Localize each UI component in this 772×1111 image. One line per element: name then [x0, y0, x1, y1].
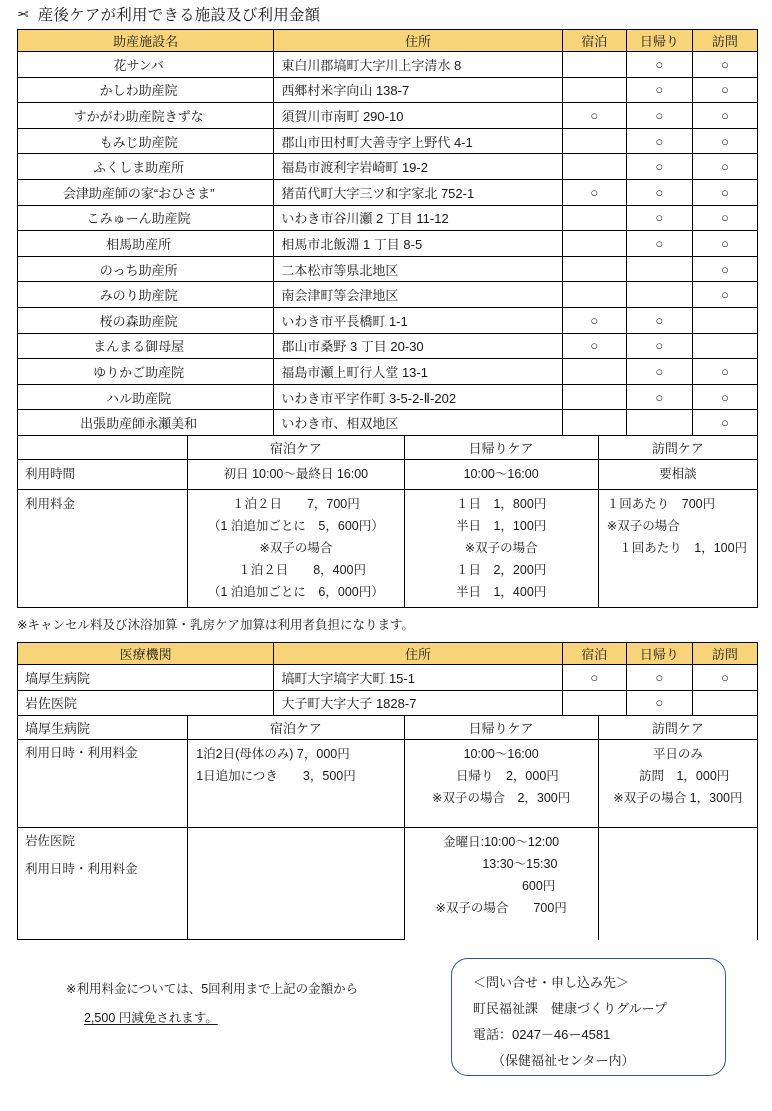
facility-name: ハル助産院	[18, 384, 274, 410]
facility-visit-mark	[692, 77, 757, 103]
table-row	[18, 205, 758, 231]
table-row	[18, 231, 758, 257]
circle-mark-icon: ○	[655, 695, 664, 711]
facility-address: 西郷村米字向山 138-7	[274, 77, 562, 103]
circle-mark-icon: ○	[721, 107, 729, 123]
medical-care-type-day: 日帰りケア	[404, 716, 598, 740]
fee-line-stay: １泊２日 7，700円	[231, 496, 360, 511]
circle-mark-icon: ○	[721, 287, 729, 303]
circle-mark-icon: ○	[721, 235, 729, 251]
circle-mark-icon: ○	[721, 133, 729, 149]
facility-day-mark	[626, 231, 692, 257]
table-row	[18, 333, 758, 359]
care-type-day: 日帰りケア	[404, 435, 598, 459]
facility-address: 猪苗代町大字三ツ和字家北 752-1	[274, 179, 562, 205]
facility-visit-mark	[692, 359, 757, 385]
facility-visit-mark	[692, 282, 757, 308]
contact-department: 町民福祉課 健康づくりグループ	[473, 1001, 667, 1017]
facility-address: 須賀川市南町 290-10	[274, 103, 562, 129]
hanawa-fee-line-day: ※双子の場合 2，300円	[431, 791, 571, 806]
iwasa-clinic-name: 岩佐医院	[18, 828, 188, 860]
iwasa-visit-cell	[598, 828, 757, 940]
hanawa-day-cell	[404, 740, 598, 828]
circle-mark-icon: ○	[655, 184, 664, 200]
table-row	[18, 52, 758, 78]
facility-day-mark	[626, 307, 692, 333]
care-fee-corner-cell	[18, 435, 188, 459]
hanawa-fee-line-visit: 平日のみ	[652, 747, 703, 762]
medical-fee-table	[17, 715, 758, 940]
cancel-fee-note: ※キャンセル料及び沐浴加算・乳房ケア加算は利用者負担になります。	[17, 617, 414, 632]
circle-mark-icon: ○	[590, 338, 599, 354]
circle-mark-icon: ○	[655, 669, 664, 685]
medical-institution-table	[17, 642, 758, 716]
circle-mark-icon: ○	[590, 107, 599, 123]
col-header-dayvisit: 日帰り	[626, 30, 692, 52]
facility-stay-mark	[562, 359, 626, 385]
circle-mark-icon: ○	[721, 415, 729, 431]
medical-stay-mark	[562, 664, 626, 690]
facility-name: 会津助産師の家“おひさま”	[18, 179, 274, 205]
table-row	[18, 359, 758, 385]
col-header-medical-address: 住所	[274, 642, 562, 664]
facility-address: 東白川郡塙町大字川上字清水 8	[274, 52, 562, 78]
table-row	[18, 179, 758, 205]
medical-org-address: 塙町大字塙字大町 15-1	[274, 664, 562, 690]
facility-stay-mark	[562, 179, 626, 205]
table-row	[18, 307, 758, 333]
facility-stay-mark	[562, 410, 626, 436]
col-header-medical-org: 医療機関	[18, 642, 274, 664]
table-row	[18, 664, 758, 690]
col-header-medical-homevisit: 訪問	[692, 642, 757, 664]
col-header-facility-name: 助産施設名	[18, 30, 274, 52]
table-row	[18, 77, 758, 103]
fee-line-stay: （1 泊追加ごとに 5，600円）	[207, 518, 384, 533]
facility-day-mark	[626, 128, 692, 154]
medical-stay-mark	[562, 690, 626, 716]
medical-org-name: 岩佐医院	[18, 690, 274, 716]
page-title	[0, 0, 772, 29]
facility-address: いわき市平字作町 3-5-2-Ⅱ-202	[274, 384, 562, 410]
hours-stay: 初日 10:00～最終日 16:00	[188, 459, 404, 489]
circle-mark-icon: ○	[721, 82, 729, 98]
hanawa-fee-line-stay: 1泊2日(母体のみ) 7，000円	[196, 747, 350, 762]
facility-day-mark	[626, 103, 692, 129]
facility-visit-mark	[692, 52, 757, 78]
table-row	[18, 282, 758, 308]
facility-stay-mark	[562, 154, 626, 180]
contact-phone[interactable]: 電話：0247－46ー4581	[473, 1027, 611, 1043]
facility-visit-mark	[692, 410, 757, 436]
facility-name: みのり助産院	[18, 282, 274, 308]
table-row	[18, 256, 758, 282]
medical-care-type-visit: 訪問ケア	[598, 716, 757, 740]
hours-visit: 要相談	[598, 459, 757, 489]
facility-address: いわき市、相双地区	[274, 410, 562, 436]
circle-mark-icon: ○	[655, 389, 664, 405]
col-header-homevisit: 訪問	[692, 30, 757, 52]
fee-line-day: ※双子の場合	[464, 540, 538, 555]
circle-mark-icon: ○	[721, 363, 729, 379]
col-header-medical-dayvisit: 日帰り	[626, 642, 692, 664]
fee-day-cell	[404, 489, 598, 607]
facility-day-mark	[626, 410, 692, 436]
facility-visit-mark	[692, 103, 757, 129]
facility-visit-mark	[692, 179, 757, 205]
fee-label: 利用料金	[18, 489, 188, 607]
facility-visit-mark	[692, 205, 757, 231]
col-header-stay: 宿泊	[562, 30, 626, 52]
facility-day-mark	[626, 333, 692, 359]
facility-day-mark	[626, 179, 692, 205]
circle-mark-icon: ○	[655, 210, 664, 226]
fee-visit-cell	[598, 489, 757, 607]
facility-day-mark	[626, 77, 692, 103]
facility-address: 郡山市田村町大善寺字上野代 4-1	[274, 128, 562, 154]
discount-note-line1: ※利用料金については、5回利用まで上記の金額から	[66, 982, 359, 997]
facility-day-mark	[626, 154, 692, 180]
facility-name: ゆりかご助産院	[18, 359, 274, 385]
iwasa-fee-line-day: 13:30～15:30	[444, 857, 558, 872]
hanawa-fee-line-day: 日帰り 2，000円	[443, 769, 559, 784]
facility-stay-mark	[562, 103, 626, 129]
facility-address: いわき市谷川瀬 2 丁目 11-12	[274, 205, 562, 231]
hanawa-fee-line-stay: 1日追加につき 3，500円	[196, 769, 356, 784]
medical-visit-mark	[692, 664, 757, 690]
contact-location: （保健福祉センター内）	[492, 1053, 635, 1069]
facility-day-mark	[626, 359, 692, 385]
fee-line-visit: １回あたり 1，100円	[606, 540, 748, 555]
table-row	[18, 690, 758, 716]
hanawa-hospital-name: 塙厚生病院	[18, 716, 188, 740]
circle-mark-icon: ○	[655, 82, 664, 98]
facility-stay-mark	[562, 307, 626, 333]
circle-mark-icon: ○	[655, 56, 664, 72]
circle-mark-icon: ○	[721, 210, 729, 226]
facility-address: 福島市瀬上町行人堂 13-1	[274, 359, 562, 385]
iwasa-fee-line-day: 600円	[446, 879, 556, 894]
care-hours-row	[18, 459, 758, 489]
fee-stay-cell	[188, 489, 404, 607]
facility-stay-mark	[562, 128, 626, 154]
fee-line-visit: ※双子の場合	[606, 518, 680, 533]
circle-mark-icon: ○	[655, 107, 664, 123]
facility-stay-mark	[562, 333, 626, 359]
medical-care-type-stay: 宿泊ケア	[188, 716, 404, 740]
hanawa-fee-row	[18, 740, 758, 828]
facility-stay-mark	[562, 77, 626, 103]
facility-address: 郡山市桑野 3 丁目 20-30	[274, 333, 562, 359]
medical-day-mark	[626, 690, 692, 716]
table-row	[18, 384, 758, 410]
facility-visit-mark	[692, 384, 757, 410]
circle-mark-icon: ○	[655, 235, 664, 251]
circle-mark-icon: ○	[590, 312, 599, 328]
page-title-text: 産後ケアが利用できる施設及び利用金額	[37, 7, 321, 24]
fee-line-visit: １回あたり 700円	[606, 496, 716, 511]
medical-org-name: 塙厚生病院	[18, 664, 274, 690]
table-row	[18, 154, 758, 180]
circle-mark-icon: ○	[721, 669, 729, 685]
facility-table-header-row	[18, 30, 758, 52]
facility-stay-mark	[562, 52, 626, 78]
care-type-visit: 訪問ケア	[598, 435, 757, 459]
care-type-stay: 宿泊ケア	[188, 435, 404, 459]
col-header-address: 住所	[274, 30, 562, 52]
facility-visit-mark	[692, 231, 757, 257]
circle-mark-icon: ○	[721, 261, 729, 277]
iwasa-fee-line-day: ※双子の場合 700円	[435, 901, 567, 916]
facility-day-mark	[626, 52, 692, 78]
circle-mark-icon: ○	[721, 56, 729, 72]
discount-note-amount: 2,500 円減免されます。	[84, 1011, 218, 1026]
medical-day-mark	[626, 664, 692, 690]
facility-visit-mark	[692, 154, 757, 180]
iwasa-fee-line-day: 金曜日:10:00～12:00	[443, 835, 560, 850]
iwasa-fee-label: 利用日時・利用料金	[18, 859, 188, 940]
facility-address: 相馬市北飯淵 1 丁目 8-5	[274, 231, 562, 257]
facility-day-mark	[626, 205, 692, 231]
footer-section	[0, 958, 772, 1088]
facility-address: いわき市平長橋町 1-1	[274, 307, 562, 333]
iwasa-name-row	[18, 828, 758, 860]
hanawa-visit-cell	[598, 740, 757, 828]
facility-stay-mark	[562, 282, 626, 308]
facility-day-mark	[626, 256, 692, 282]
facility-stay-mark	[562, 231, 626, 257]
circle-mark-icon: ○	[655, 338, 664, 354]
facility-stay-mark	[562, 384, 626, 410]
care-fee-header-row	[18, 435, 758, 459]
facility-visit-mark	[692, 128, 757, 154]
hours-label: 利用時間	[18, 459, 188, 489]
facility-stay-mark	[562, 256, 626, 282]
facility-address: 南会津町等会津地区	[274, 282, 562, 308]
hanawa-fee-line-visit: ※双子の場合 1，300円	[613, 791, 743, 806]
facility-name: 花サンバ	[18, 52, 274, 78]
circle-mark-icon: ○	[721, 389, 729, 405]
fee-line-stay: ※双子の場合	[259, 540, 333, 555]
hanawa-fee-label: 利用日時・利用料金	[18, 740, 188, 828]
medical-table-header-row	[18, 642, 758, 664]
facility-name: 出張助産師永瀬美和	[18, 410, 274, 436]
circle-mark-icon: ○	[721, 184, 729, 200]
facility-stay-mark	[562, 205, 626, 231]
circle-mark-icon: ○	[590, 184, 599, 200]
circle-mark-icon: ○	[655, 363, 664, 379]
hours-day: 10:00～16:00	[404, 459, 598, 489]
circle-mark-icon: ○	[655, 133, 664, 149]
facility-table	[17, 29, 758, 436]
hanawa-fee-line-visit: 訪問 1，000円	[626, 769, 730, 784]
medical-org-address: 大子町大字大子 1828-7	[274, 690, 562, 716]
facility-address: 福島市渡利字岩崎町 19-2	[274, 154, 562, 180]
contact-box	[451, 958, 726, 1076]
table-row	[18, 128, 758, 154]
circle-mark-icon: ○	[590, 669, 599, 685]
facility-visit-mark	[692, 333, 757, 359]
facility-name: こみゅーん助産院	[18, 205, 274, 231]
circle-mark-icon: ○	[655, 312, 664, 328]
hanawa-fee-line-day: 10:00～16:00	[463, 747, 539, 762]
medical-visit-mark	[692, 690, 757, 716]
circle-mark-icon: ○	[721, 159, 729, 175]
facility-address: 二本松市等県北地区	[274, 256, 562, 282]
fee-line-stay: （1 泊追加ごとに 6，000円）	[207, 584, 384, 599]
facility-name: もみじ助産院	[18, 128, 274, 154]
facility-name: のっち助産所	[18, 256, 274, 282]
facility-name: 相馬助産所	[18, 231, 274, 257]
care-fee-table	[17, 435, 758, 608]
iwasa-day-cell	[404, 828, 598, 940]
facility-name: まんまる御母屋	[18, 333, 274, 359]
facility-day-mark	[626, 384, 692, 410]
facility-name: ふくしま助産所	[18, 154, 274, 180]
contact-heading: ＜問い合せ・申し込み先＞	[473, 975, 630, 991]
scissors-icon: ✂	[17, 6, 29, 22]
fee-line-stay: １泊２日 8，400円	[225, 562, 367, 577]
circle-mark-icon: ○	[655, 159, 664, 175]
fee-line-day: １日 2，200円	[455, 562, 547, 577]
facility-visit-mark	[692, 256, 757, 282]
fee-line-day: １日 1，800円	[455, 496, 547, 511]
facility-visit-mark	[692, 307, 757, 333]
facility-name: 桜の森助産院	[18, 307, 274, 333]
facility-day-mark	[626, 282, 692, 308]
facility-name: かしわ助産院	[18, 77, 274, 103]
facility-name: すかがわ助産院きずな	[18, 103, 274, 129]
fee-line-day: 半日 1，400円	[455, 584, 547, 599]
care-fees-row	[18, 489, 758, 607]
col-header-medical-stay: 宿泊	[562, 642, 626, 664]
iwasa-stay-cell	[188, 859, 404, 940]
fee-line-day: 半日 1，100円	[455, 518, 547, 533]
discount-note	[66, 975, 466, 1033]
table-row	[18, 410, 758, 436]
iwasa-stay-cell-top	[188, 828, 404, 860]
medical-fee-header-row	[18, 716, 758, 740]
hanawa-stay-cell	[188, 740, 404, 828]
table-row	[18, 103, 758, 129]
